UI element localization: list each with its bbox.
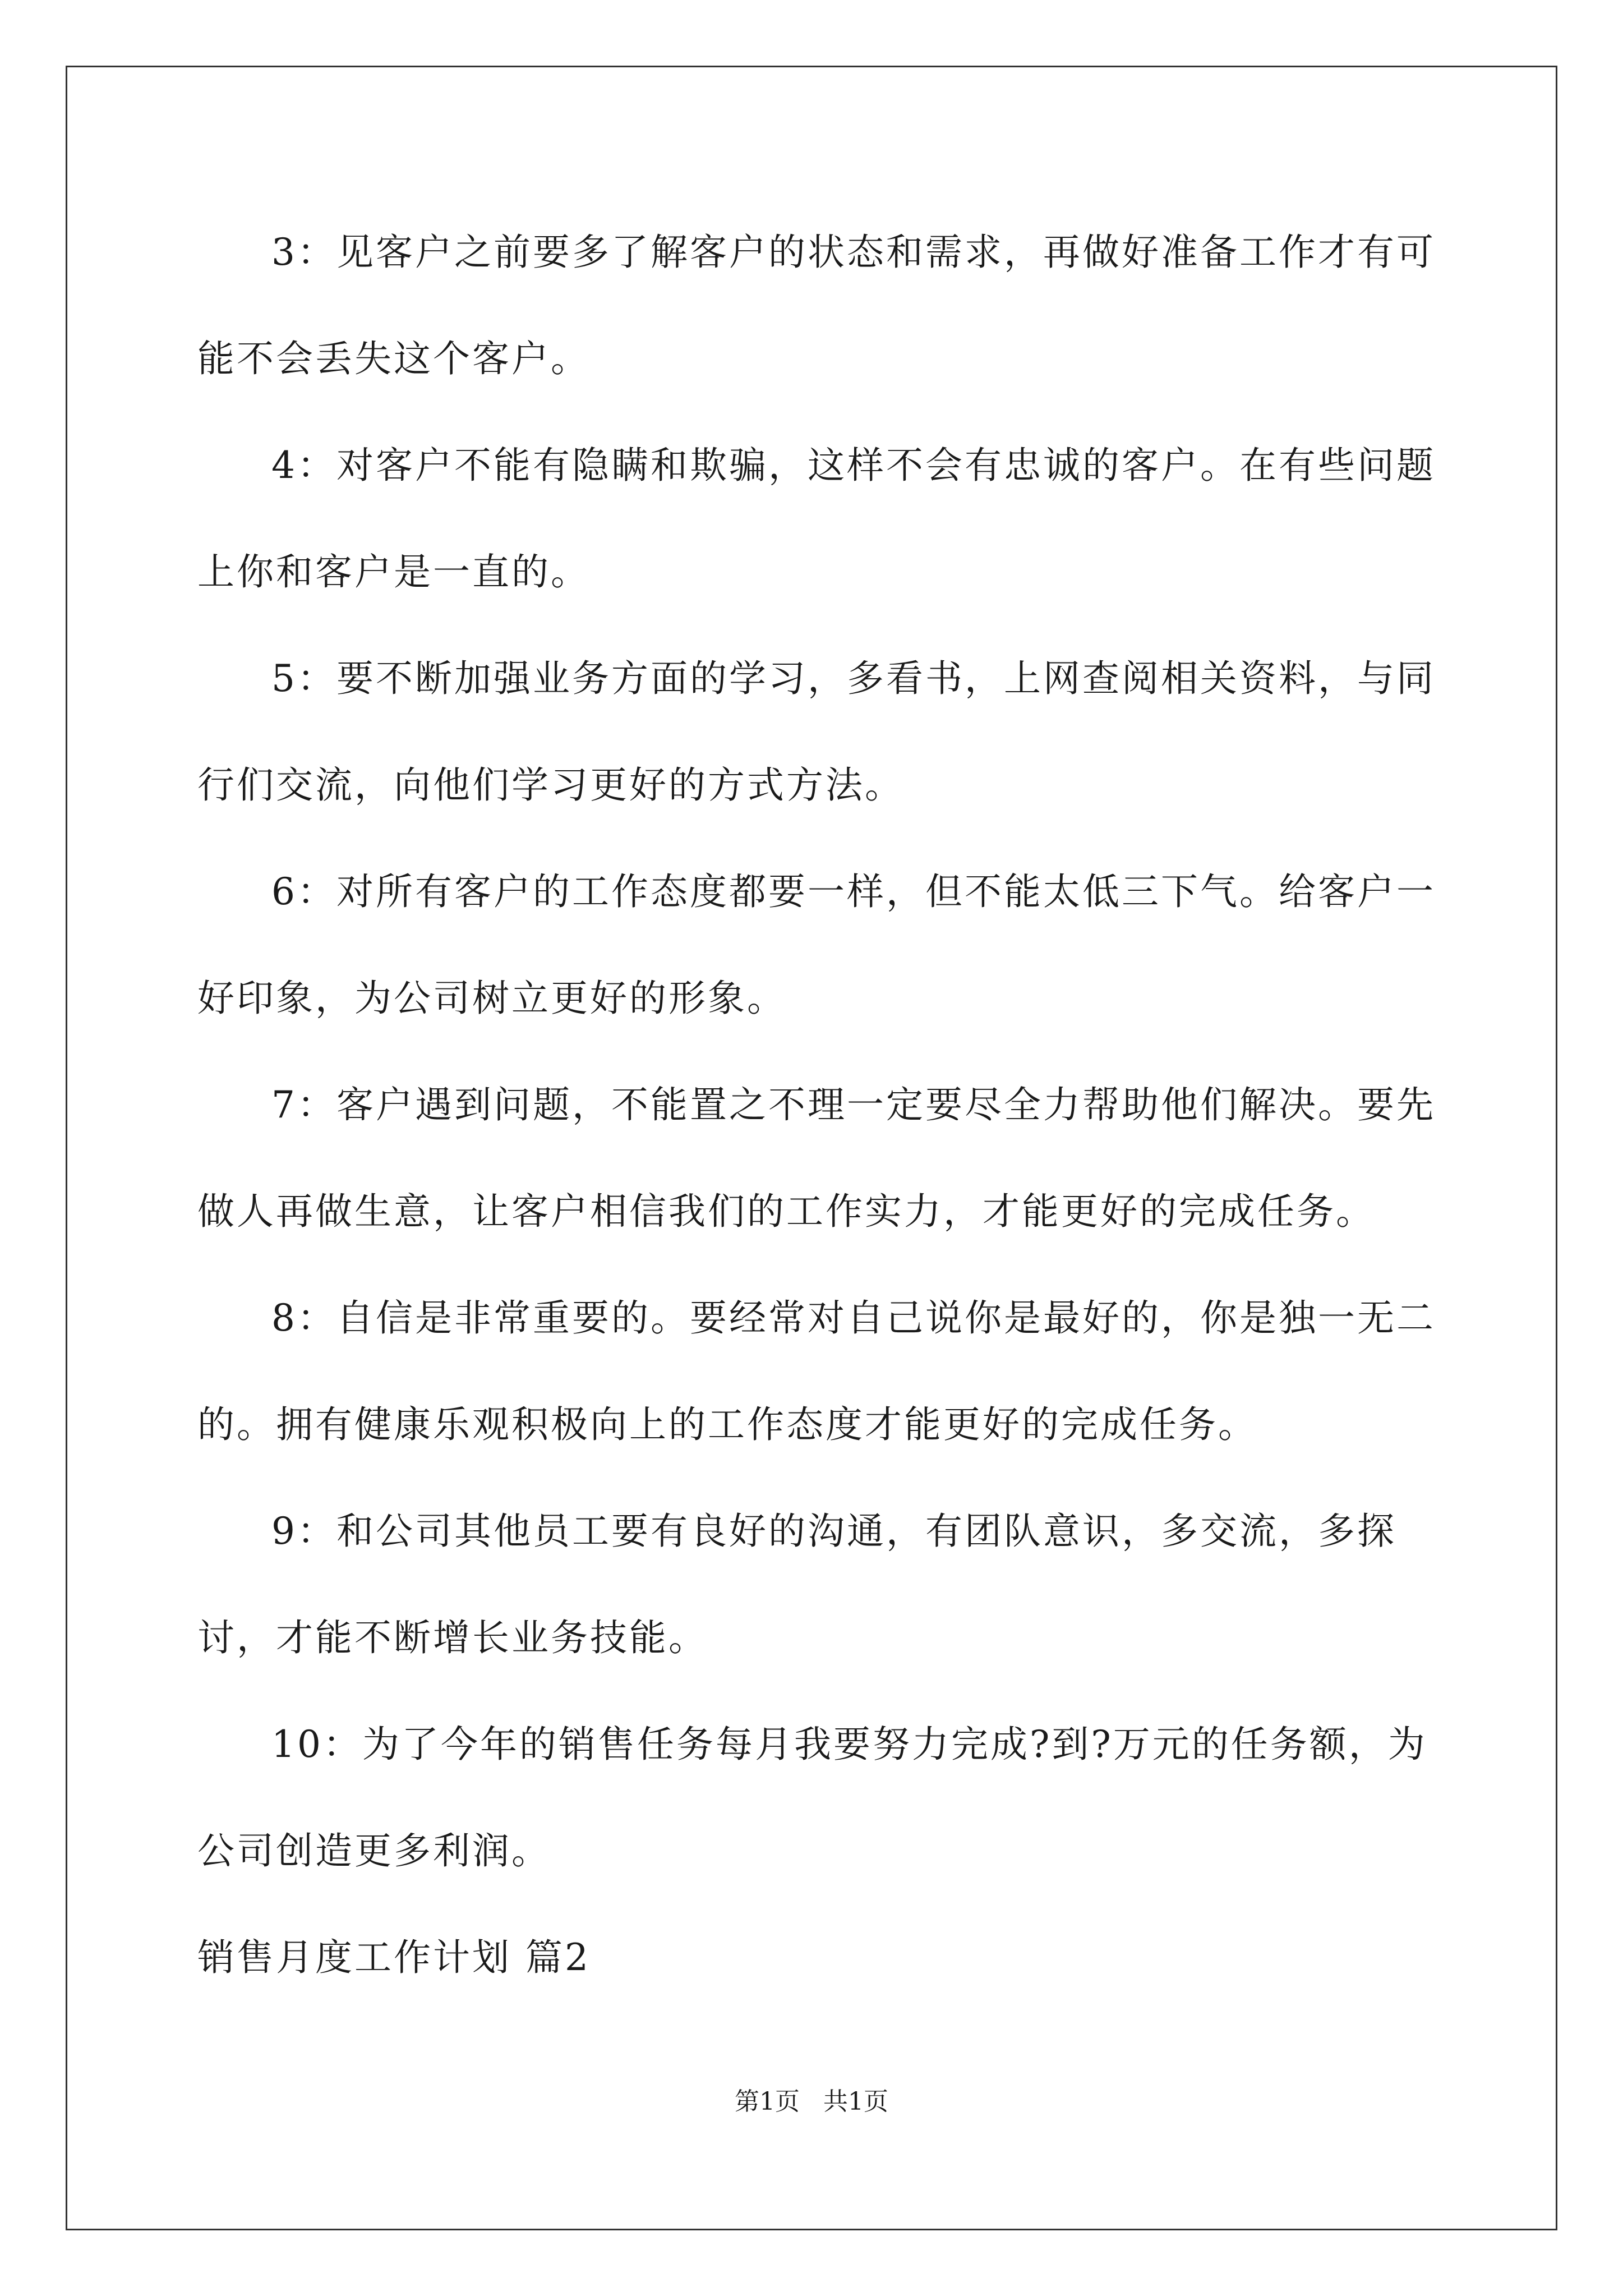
paragraph-item-3: 3：见客户之前要多了解客户的状态和需求，再做好准备工作才有可能不会丢失这个客户。 xyxy=(197,231,1436,380)
paragraph-item-5: 5：要不断加强业务方面的学习，多看书，上网查阅相关资料，与同行们交流，向他们学习更好的方式方法。 xyxy=(197,657,1436,807)
paragraph-item-8: 8：自信是非常重要的。要经常对自己说你是最好的，你是独一无二的。拥有健康乐观积极向上的工作态度才能更好的完成任务。 xyxy=(197,1296,1436,1446)
paragraph-item-6: 6：对所有客户的工作态度都要一样，但不能太低三下气。给客户一好印象，为公司树立更好的形象。 xyxy=(197,870,1436,1020)
page-number-current: 第1页 xyxy=(735,2087,800,2116)
paragraph-item-10: 10：为了今年的销售任务每月我要努力完成?到?万元的任务额，为公司创造更多利润。 xyxy=(197,1723,1427,1872)
paragraph-item-7: 7：客户遇到问题，不能置之不理一定要尽全力帮助他们解决。要先做人再做生意，让客户相信我们的工作实力，才能更好的完成任务。 xyxy=(197,1083,1436,1233)
page-number-total: 共1页 xyxy=(823,2087,888,2116)
paragraph-item-4: 4：对客户不能有隐瞒和欺骗，这样不会有忠诚的客户。在有些问题上你和客户是一直的。 xyxy=(197,444,1436,593)
section-heading: 销售月度工作计划 篇2 xyxy=(197,1936,591,1979)
paragraph-item-9: 9：和公司其他员工要有良好的沟通，有团队意识，多交流，多探讨，才能不断增长业务技能。 xyxy=(197,1510,1396,1659)
page-footer xyxy=(0,2081,1623,2117)
